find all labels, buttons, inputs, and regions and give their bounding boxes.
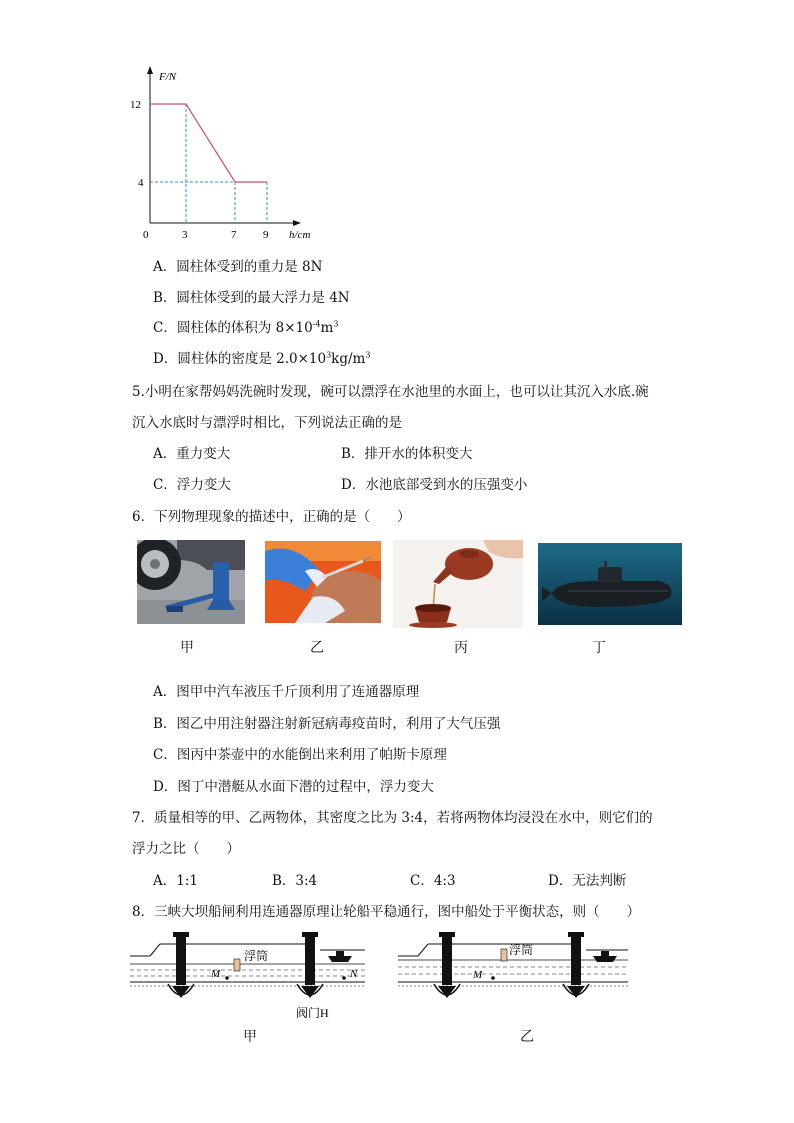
- q4-option-d: D．圆柱体的密度是 $2.0\times 10^3kg/m^3$: [153, 350, 371, 367]
- q7-stem-line2: 浮力之比（ ）: [132, 841, 240, 857]
- q6-option-d: D．图丁中潜艇从水面下潜的过程中，浮力变大: [153, 779, 434, 795]
- x-axis-arrow: [293, 220, 301, 226]
- q5-option-c: C．浮力变大: [153, 477, 231, 493]
- caption-q8-yi: 乙: [520, 1029, 534, 1045]
- q6-option-a: A．图甲中汽车液压千斤顶利用了连通器原理: [153, 684, 420, 700]
- q5-option-d: D．水池底部受到水的压强变小: [341, 477, 528, 493]
- x-axis-label: h/cm: [289, 229, 311, 241]
- float-label-jia: 浮筒: [244, 949, 269, 963]
- origin-label: 0: [143, 229, 149, 241]
- vaccine-injection-photo: [265, 541, 381, 623]
- valve-label: 阀门H: [296, 1006, 329, 1020]
- q6-stem: 6．下列物理现象的描述中，正确的是（ ）: [132, 509, 411, 525]
- q7-stem-line1: 7．质量相等的甲、乙两物体，其密度之比为 3:4，若将两物体均浸没在水中，则它们的: [132, 810, 653, 826]
- x-tick-7: 7: [231, 229, 237, 241]
- float-label-yi: 浮筒: [509, 943, 534, 957]
- y-axis-label: F/N: [159, 71, 177, 83]
- y-tick-4: 4: [138, 177, 144, 189]
- q6-option-b: B．图乙中用注射器注射新冠病毒疫苗时，利用了大气压强: [153, 716, 501, 732]
- caption-q8-jia: 甲: [243, 1029, 257, 1045]
- q7-option-c: C．4:3: [410, 873, 456, 889]
- car-jack-photo: [137, 540, 245, 624]
- ship-lock-diagram-jia: [130, 926, 365, 1022]
- q4-option-b: B．圆柱体受到的最大浮力是 4N: [153, 290, 350, 306]
- caption-bing: 丙: [454, 640, 468, 656]
- point-m-yi: M: [473, 969, 483, 981]
- x-tick-3: 3: [182, 229, 188, 241]
- force-curve: [150, 104, 267, 182]
- q5-option-b: B．排开水的体积变大: [341, 446, 473, 462]
- q7-option-d: D．无法判断: [548, 873, 627, 889]
- teapot-photo: [393, 540, 523, 628]
- submarine-photo: [538, 543, 682, 625]
- force-depth-graph: [125, 60, 325, 245]
- ship-lock-diagram-yi: [398, 926, 628, 1006]
- q4-option-a: A．圆柱体受到的重力是 8N: [153, 259, 323, 275]
- q5-stem-line2: 沉入水底时与漂浮时相比，下列说法正确的是: [132, 415, 402, 431]
- caption-ding: 丁: [592, 640, 606, 656]
- point-m-jia: M: [211, 968, 221, 980]
- q7-option-b: B．3:4: [272, 873, 318, 889]
- q5-option-a: A．重力变大: [153, 446, 231, 462]
- q8-stem: 8．三峡大坝船闸利用连通器原理让轮船平稳通行，图中船处于平衡状态，则（ ）: [132, 904, 641, 920]
- q4-option-c: C．圆柱体的体积为 $8\times 10^{-4}m^3$: [153, 319, 339, 336]
- caption-yi: 乙: [310, 640, 324, 656]
- caption-jia: 甲: [180, 640, 194, 656]
- y-tick-12: 12: [130, 99, 141, 111]
- q5-stem-line1: 5.小明在家帮妈妈洗碗时发现，碗可以漂浮在水池里的水面上，也可以让其沉入水底.碗: [132, 384, 649, 400]
- q7-option-a: A．1:1: [153, 873, 198, 889]
- q6-option-c: C．图丙中茶壶中的水能倒出来利用了帕斯卡原理: [153, 747, 447, 763]
- y-axis-arrow: [147, 66, 153, 74]
- x-tick-9: 9: [263, 229, 269, 241]
- point-n-jia: N: [350, 968, 358, 980]
